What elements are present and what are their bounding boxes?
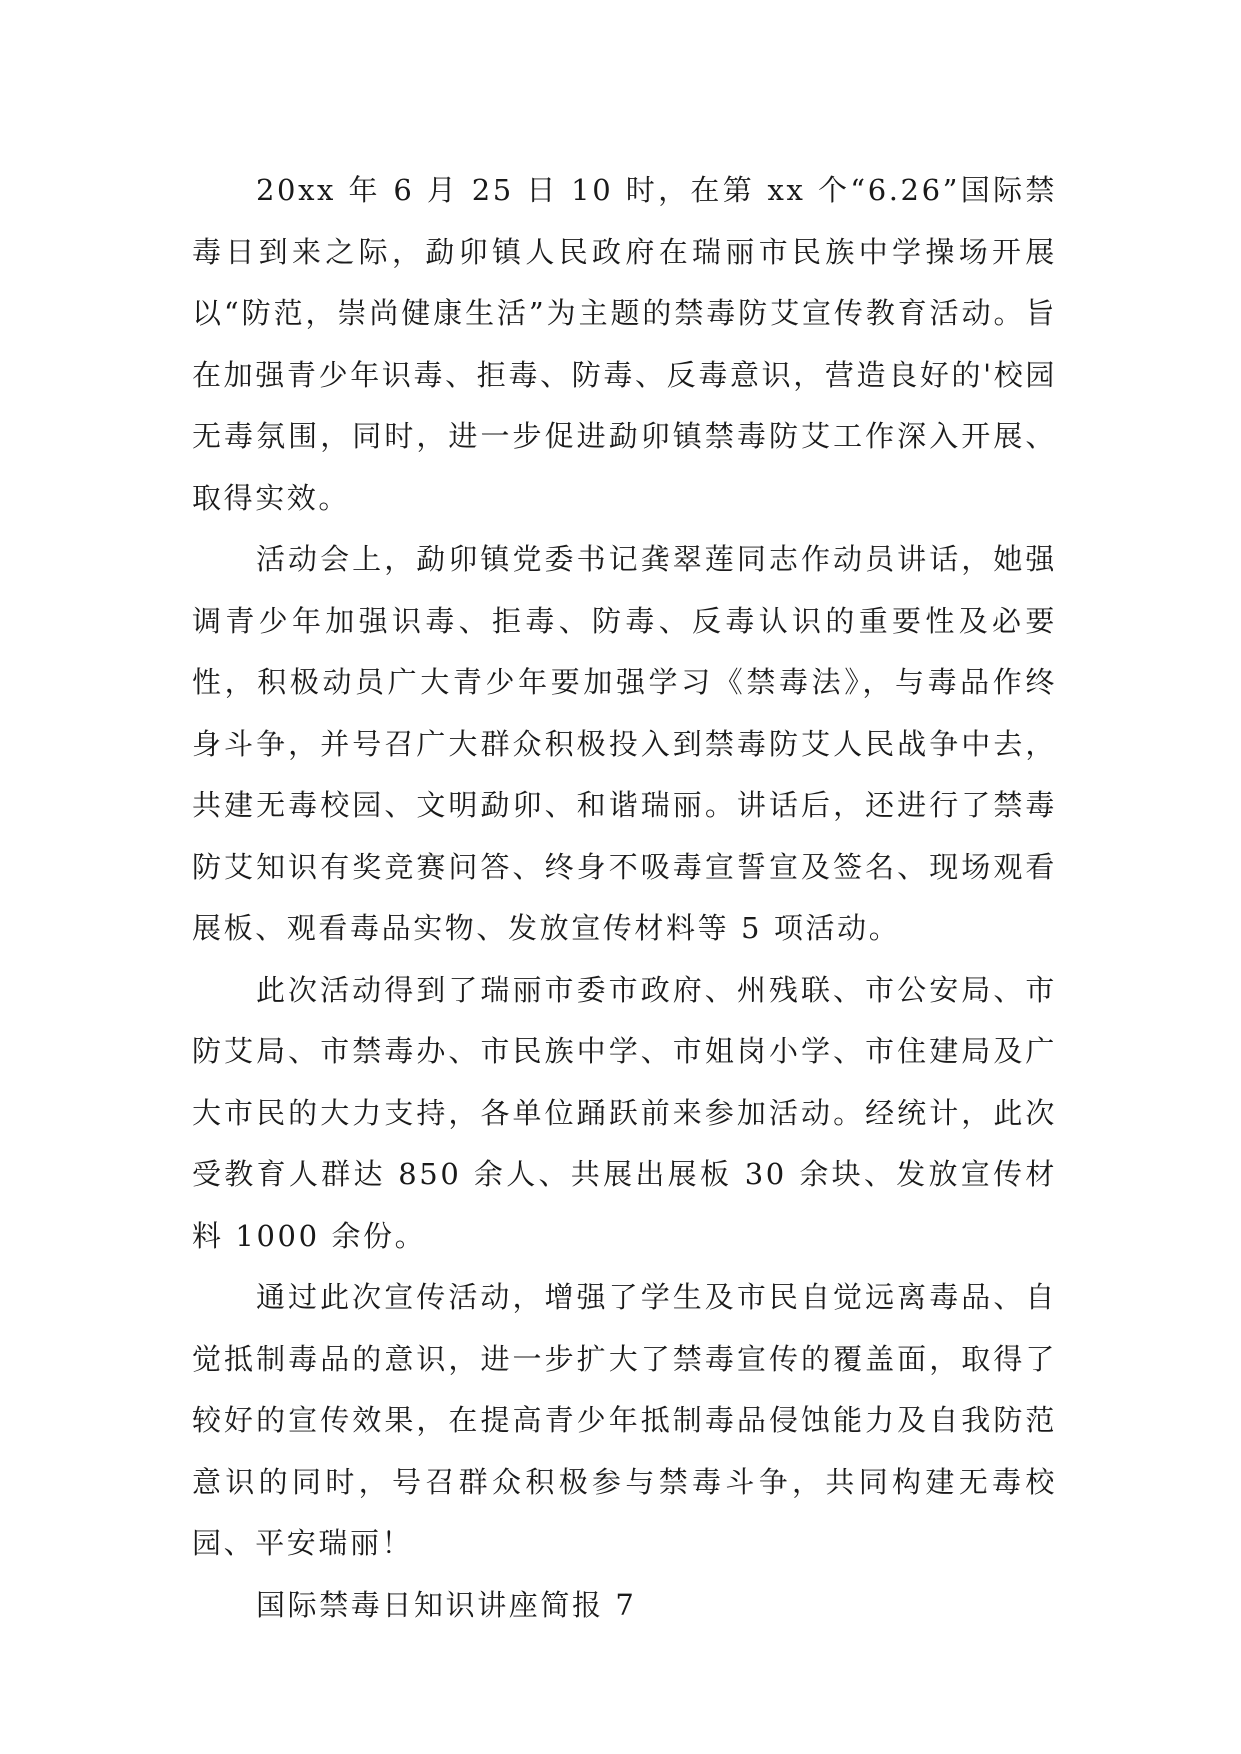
next-section-heading: 国际禁毒日知识讲座简报 7 (256, 1587, 637, 1622)
paragraph-event-overview: 20xx 年 6 月 25 日 10 时，在第 xx 个“6.26”国际禁毒日到来之际，勐卯镇人民政府在瑞丽市民族中学操场开展以“防范，崇尚健康生活”为主题的禁毒防艾宣传教育活动。旨在加强青少年识毒、拒毒、防毒、反毒意识，营造良好的'校园无毒氛围，同时，进一步促进勐卯镇禁毒防艾工作深入开展、取得实效。 (192, 173, 1057, 515)
paragraph-speech: 活动会上，勐卯镇党委书记龚翠莲同志作动员讲话，她强调青少年加强识毒、拒毒、防毒、反毒认识的重要性及必要性，积极动员广大青少年要加强学习《禁毒法》，与毒品作终身斗争，并号召广大群众积极投入到禁毒防艾人民战争中去，共建无毒校园、文明勐卯、和谐瑞丽。讲话后，还进行了禁毒防艾知识有奖竞赛问答、终身不吸毒宣誓宣及签名、现场观看展板、观看毒品实物、发放宣传材料等 5 项活动。 (192, 542, 1057, 945)
document-body (192, 160, 1057, 1636)
paragraph-support: 此次活动得到了瑞丽市委市政府、州残联、市公安局、市防艾局、市禁毒办、市民族中学、市姐岗小学、市住建局及广大市民的大力支持，各单位踊跃前来参加活动。经统计，此次受教育人群达 850 余人、共展出展板 30 余块、发放宣传材料 1000 余份。 (192, 972, 1057, 1253)
paragraph-results: 通过此次宣传活动，增强了学生及市民自觉远离毒品、自觉抵制毒品的意识，进一步扩大了禁毒宣传的覆盖面，取得了较好的宣传效果，在提高青少年抵制毒品侵蚀能力及自我防范意识的同时，号召群众积极参与禁毒斗争，共同构建无毒校园、平安瑞丽！ (192, 1280, 1057, 1560)
